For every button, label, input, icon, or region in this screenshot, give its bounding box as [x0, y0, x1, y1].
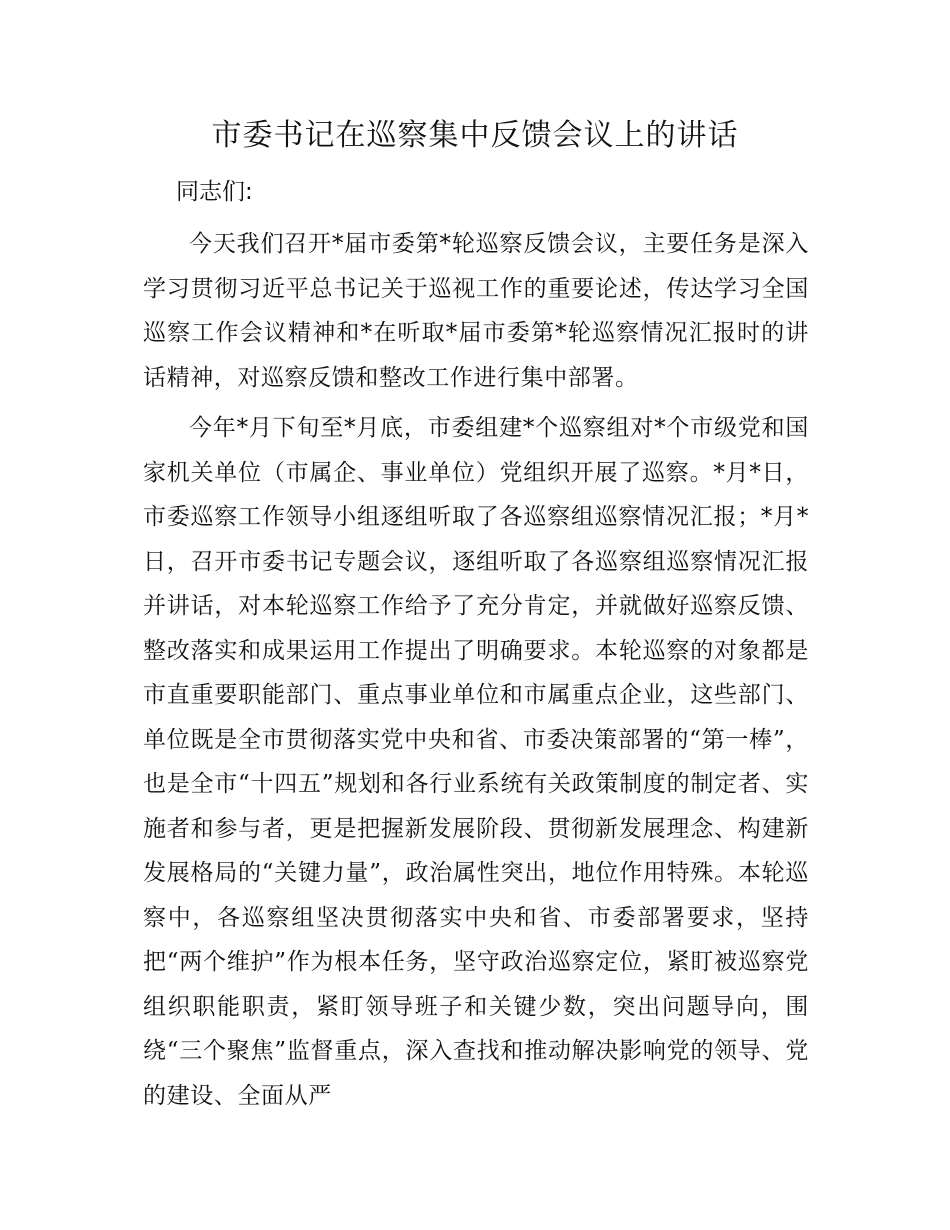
salutation: 同志们: [176, 179, 253, 205]
paragraph-2: 今年*月下旬至*月底，市委组建*个巡察组对*个市级党和国家机关单位（市属企、事业单位）党组织开展了巡察。*月*日，市委巡察工作领导小组逐组听取了各巡察组巡察情况汇报；*月*日，召开市委书记专题会议，逐组听取了各巡察组巡察情况汇报并讲话，对本轮巡察工作给予了充分肯定，并就做好巡察反馈、整改落实和成果运用工作提出了明确要求。本轮巡察的对象都是市直重要职能部门、重点事业单位和市属重点企业，这些部门、单位既是全市贯彻落实党中央和省、市委决策部署的“第一棒”，也是全市“十四五”规划和各行业系统有关政策制度的制定者、实施者和参与者，更是把握新发展阶段、贯彻新发展理念、构建新发展格局的“关键力量”，政治属性突出，地位作用特殊。本轮巡察中，各巡察组坚决贯彻落实中央和省、市委部署要求，坚持把“两个维护”作为根本任务，坚守政治巡察定位，紧盯被巡察党组织职能职责，紧盯领导班子和关键少数，突出问题导向，围绕“三个聚焦”监督重点，深入查找和推动解决影响党的领导、党的建设、全面从严 [143, 415, 809, 1109]
paragraph-1: 今天我们召开*届市委第*轮巡察反馈会议，主要任务是深入学习贯彻习近平总书记关于巡视工作的重要论述，传达学习全国巡察工作会议精神和*在听取*届市委第*轮巡察情况汇报时的讲话精神，对巡察反馈和整改工作进行集中部署。 [143, 231, 809, 391]
document-title: 市委书记在巡察集中反馈会议上的讲话 [211, 118, 739, 153]
